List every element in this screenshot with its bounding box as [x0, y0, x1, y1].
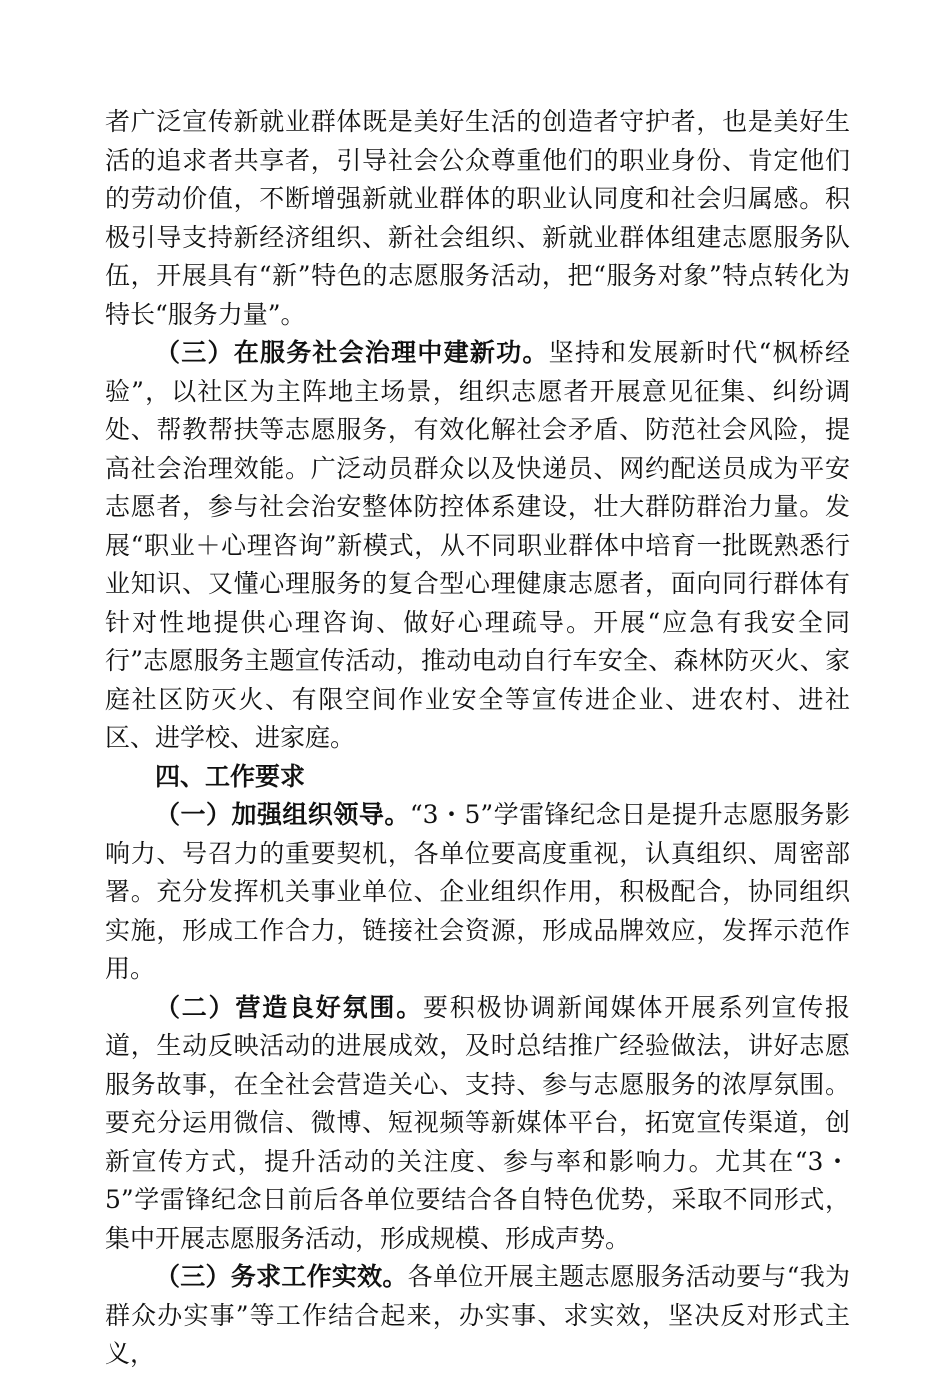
paragraph-text: 各单位开展主题志愿服务活动要与“我为群众办实事”等工作结合起来，办实事、求实效，坚决反对形式主义，	[105, 1262, 850, 1368]
paragraph-lead: （三）务求工作实效。	[155, 1262, 408, 1291]
section-heading-work-requirements: 四、工作要求	[155, 761, 306, 791]
paragraph-lead: （二）营造良好氛围。	[155, 992, 423, 1022]
paragraph-atmosphere	[105, 989, 850, 1259]
paragraph-lead: （三）在服务社会治理中建新功。	[155, 338, 549, 367]
paragraph-text: “3・5”学雷锋纪念日是提升志愿服务影响力、号召力的重要契机，各单位要高度重视，认真组织、周密部署。充分发挥机关事业单位、企业组织作用，积极配合，协同组织实施，形成工作合力，链接社会资源，形成品牌效应，发挥示范作用。	[105, 800, 850, 983]
paragraph-social-governance	[105, 334, 850, 758]
paragraph-text: 坚持和发展新时代“枫桥经验”，以社区为主阵地主场景，组织志愿者开展意见征集、纠纷调处、帮教帮扶等志愿服务，有效化解社会矛盾、防范社会风险，提高社会治理效能。广泛动员群众以及快递员、网约配送员成为平安志愿者，参与社会治安整体防控体系建设，壮大群防群治力量。发展“职业＋心理咨询”新模式，从不同职业群体中培育一批既熟悉行业知识、又懂心理服务的复合型心理健康志愿者，面向同行群体有针对性地提供心理咨询、做好心理疏导。开展“应急有我安全同行”志愿服务主题宣传活动，推动电动自行车安全、森林防灭火、家庭社区防灭火、有限空间作业安全等宣传进企业、进农村、进社区、进学校、进家庭。	[105, 338, 850, 752]
paragraph-text: 者广泛宣传新就业群体既是美好生活的创造者守护者，也是美好生活的追求者共享者，引导社会公众尊重他们的职业身份、肯定他们的劳动价值，不断增强新就业群体的职业认同度和社会归属感。积极引导支持新经济组织、新社会组织、新就业群体组建志愿服务队伍，开展具有“新”特色的志愿服务活动，把“服务对象”特点转化为特长“服务力量”。	[105, 107, 850, 329]
paragraph-text: 要积极协调新闻媒体开展系列宣传报道，生动反映活动的进展成效，及时总结推广经验做法，讲好志愿服务故事，在全社会营造关心、支持、参与志愿服务的浓厚氛围。要充分运用微信、微博、短视频等新媒体平台，拓宽宣传渠道，创新宣传方式，提升活动的关注度、参与率和影响力。尤其在“3・5”学雷锋纪念日前后各单位要结合各自特色优势，采取不同形式，集中开展志愿服务活动，形成规模、形成声势。	[105, 992, 850, 1253]
paragraph-organization-leadership	[105, 796, 850, 989]
document-page	[105, 103, 850, 1374]
paragraph-continuation	[105, 103, 850, 334]
paragraph-lead: （一）加强组织领导。	[155, 800, 410, 829]
paragraph-effectiveness	[105, 1258, 850, 1374]
